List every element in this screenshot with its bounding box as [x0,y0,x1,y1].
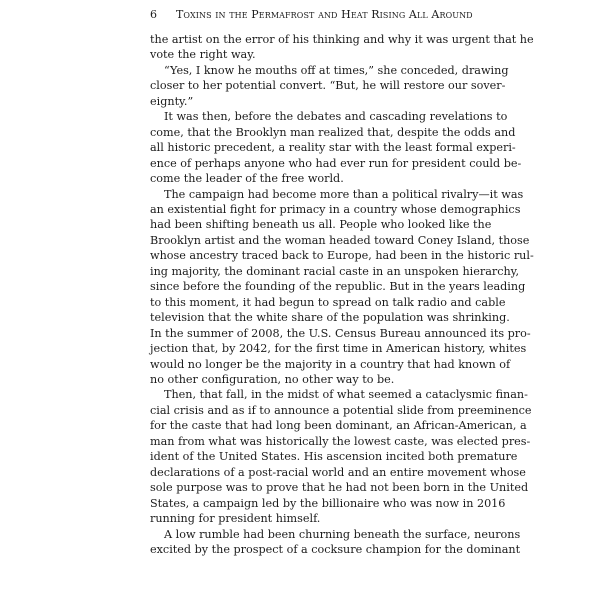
text-line: excited by the prospect of a cocksure champion for the dominant [150,542,521,556]
text-line: In the summer of 2008, the U.S. Census Bureau announced its pro- [150,326,531,340]
text-line: It was then, before the debates and cascading revelations to [164,110,508,124]
page-number: 6 [150,8,157,21]
text-line: Then, that fall, in the midst of what seemed a cataclysmic finan- [164,388,528,402]
paragraph [150,109,522,186]
text-line: had been shifting beneath us all. People who looked like the [150,218,492,232]
text-line: whose ancestry traced back to Europe, had been in the historic rul- [150,249,534,263]
text-line: Brooklyn artist and the woman headed toward Coney Island, those [150,233,530,247]
paragraph [150,32,534,63]
text-line: sole purpose was to prove that he had not been born in the United [150,481,529,495]
text-line: for the caste that had long been dominant, an African-American, a [150,419,527,433]
text-line: man from what was historically the lowest caste, was elected pres- [150,434,531,448]
text-line: an existential fight for primacy in a country whose demographics [150,202,521,216]
text-line: would no longer be the majority in a country that had known of [150,357,511,371]
text-line: to this moment, it had begun to spread on talk radio and cable [150,295,506,309]
text-line: “Yes, I know he mouths off at times,” she conceded, drawing [164,63,509,77]
paragraph [150,187,534,388]
text-line: ing majority, the dominant racial caste in an unspoken hierarchy, [150,264,520,278]
text-line: A low rumble had been churning beneath the surface, neurons [164,527,521,541]
running-title: Toxins in the Permafrost and Heat Rising All Around [176,8,473,21]
paragraph [150,63,509,109]
text-line: declarations of a post-racial world and an entire movement whose [150,465,526,479]
text-line: the artist on the error of his thinking and why it was urgent that he [150,33,534,46]
paragraph [150,387,532,526]
text-line: eignty.” [150,94,194,108]
text-line: running for president himself. [150,512,321,526]
text-line: vote the right way. [150,48,256,62]
text-line: closer to her potential convert. “But, he will restore our sover- [150,79,506,93]
text-line: States, a campaign led by the billionaire who was now in 2016 [150,496,506,510]
text-line: no other configuration, no other way to be. [150,372,395,386]
text-line: jection that, by 2042, for the first time in American history, whites [150,342,527,356]
text-line: come, that the Brooklyn man realized that, despite the odds and [150,125,516,139]
text-line: since before the founding of the republic. But in the years leading [150,280,526,294]
text-line: ident of the United States. His ascension incited both premature [150,450,518,464]
text-line: ence of perhaps anyone who had ever run for president could be- [150,156,522,170]
text-line: television that the white share of the population was shrinking. [150,311,510,325]
text-line: all historic precedent, a reality star with the least formal experi- [150,141,516,155]
body-text [150,32,534,557]
text-line: The campaign had become more than a political rivalry—it was [164,187,524,201]
paragraph [150,527,521,558]
text-line: cial crisis and as if to announce a potential slide from preeminence [150,403,532,417]
text-line: come the leader of the free world. [150,172,344,186]
